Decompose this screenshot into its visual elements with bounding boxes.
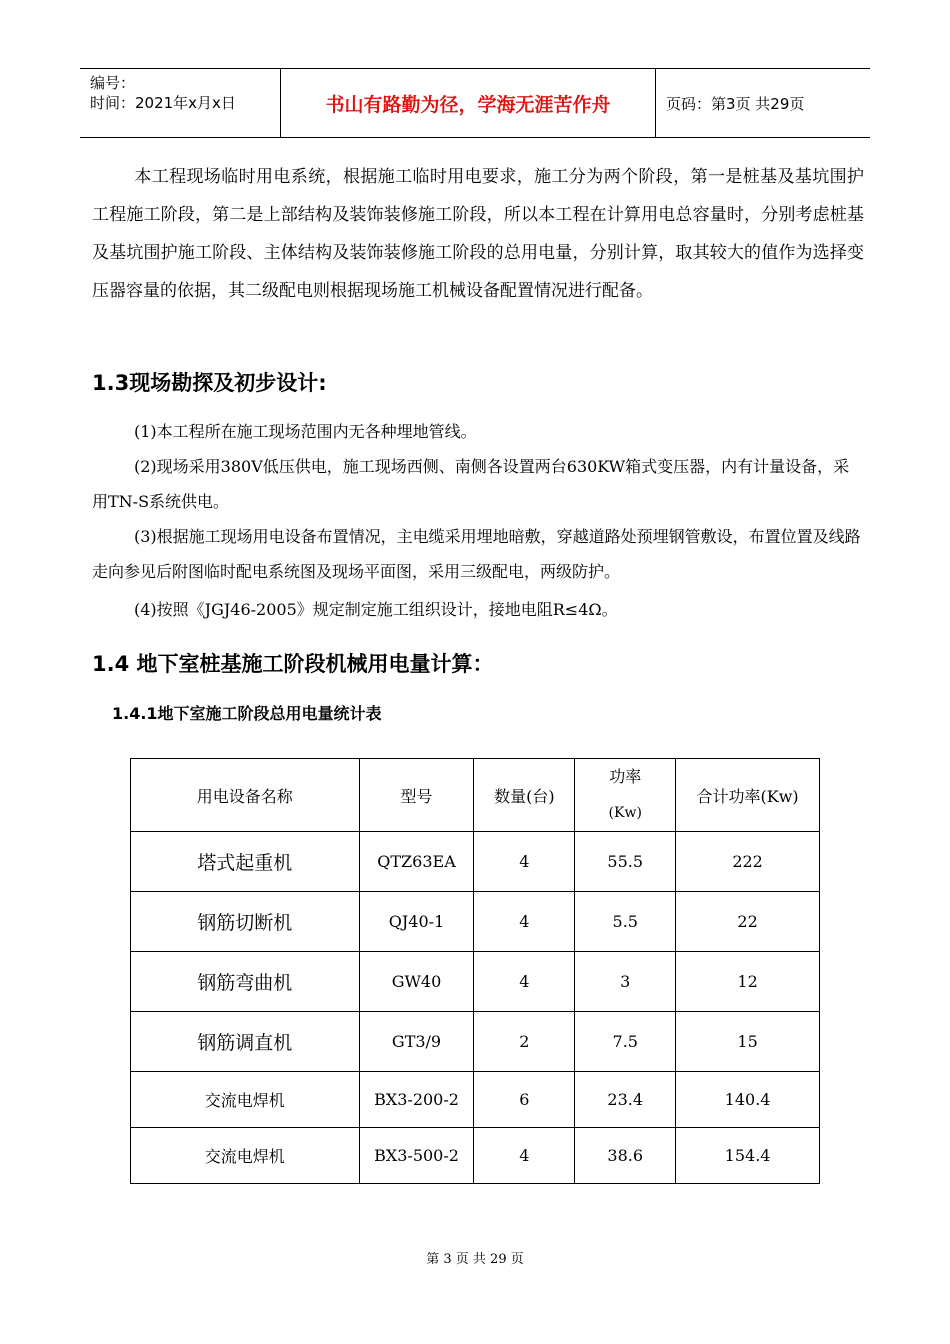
item-text: (1)本工程所在施工现场范围内无各种埋地管线。 [134,422,477,441]
table-cell: 4 [474,952,575,1012]
table-row [131,892,820,952]
header-cell: 用电设备名称 [131,759,360,832]
section-1-4-title: 1.4 地下室桩基施工阶段机械用电量计算： [92,652,494,676]
header-power: 功率 [609,767,642,786]
table-cell: 38.6 [575,1128,676,1184]
section-1-3-item [92,414,864,449]
item-text: (2)现场采用380V低压供电，施工现场西侧、南侧各设置两台630KW箱式变压器，内有计量设备，采用TN-S系统供电。 [92,457,850,511]
table-cell: 140.4 [676,1072,820,1128]
table-cell: 3 [575,952,676,1012]
table-row [131,1012,820,1072]
table-cell: 23.4 [575,1072,676,1128]
table-cell: 7.5 [575,1012,676,1072]
power-table [130,758,820,1184]
table-cell: 154.4 [676,1128,820,1184]
table-header-row [131,759,820,832]
table-row [131,1072,820,1128]
header-meta [80,69,281,137]
table-cell: QTZ63EA [359,832,474,892]
header-motto: 书山有路勤为径，学海无涯苦作舟 [281,69,656,137]
section-1-3-title: 1.3现场勘探及初步设计: [92,371,327,395]
table-cell: 4 [474,892,575,952]
item-text: (4)按照《JGJ46-2005》规定制定施工组织设计，接地电阻R≤4Ω。 [134,600,618,619]
table-cell: 12 [676,952,820,1012]
table-cell: BX3-500-2 [359,1128,474,1184]
header-number: 编号： [90,74,136,92]
table-row [131,952,820,1012]
table-row [131,1128,820,1184]
table-cell: 钢筋弯曲机 [131,952,360,1012]
table-cell: 15 [676,1012,820,1072]
table-cell: BX3-200-2 [359,1072,474,1128]
table-cell: 交流电焊机 [131,1128,360,1184]
page-header [80,68,870,138]
header-cell [575,759,676,832]
intro-paragraph [92,158,864,310]
table-cell: 222 [676,832,820,892]
table-cell: 塔式起重机 [131,832,360,892]
header-cell: 型号 [359,759,474,832]
item-text: (3)根据施工现场用电设备布置情况，主电缆采用埋地暗敷，穿越道路处预埋钢管敷设，布置位置及线路走向参见后附图临时配电系统图及现场平面图，采用三级配电，两级防护。 [92,527,861,581]
table-cell: 钢筋调直机 [131,1012,360,1072]
table-cell: 55.5 [575,832,676,892]
table-cell: GT3/9 [359,1012,474,1072]
section-1-3-item [92,519,864,589]
header-cell: 合计功率(Kw) [676,759,820,832]
table-cell: 2 [474,1012,575,1072]
table-cell: 6 [474,1072,575,1128]
header-page-info: 页码：第3页 共29页 [666,94,805,113]
section-1-3-item [92,592,864,627]
intro-text: 本工程现场临时用电系统，根据施工临时用电要求，施工分为两个阶段，第一是桩基及基坑围护工程施工阶段，第二是上部结构及装饰装修施工阶段，所以本工程在计算用电总容量时，分别考虑桩基及基坑围护施工阶段、主体结构及装饰装修施工阶段的总用电量，分别计算，取其较大的值作为选择变压器容量的依据，其二级配电则根据现场施工机械设备配置情况进行配备。 [92,167,864,301]
section-1-3-item [92,449,864,519]
header-cell: 数量(台) [474,759,575,832]
page-footer: 第 3 页 共 29 页 [426,1252,524,1267]
table-cell: 5.5 [575,892,676,952]
table-cell: 4 [474,1128,575,1184]
table-cell: 钢筋切断机 [131,892,360,952]
table-cell: GW40 [359,952,474,1012]
header-time: 时间：2021年x月x日 [90,94,236,112]
header-power-unit: (Kw) [608,805,642,821]
table-row [131,832,820,892]
table-cell: 4 [474,832,575,892]
table-cell: QJ40-1 [359,892,474,952]
section-1-4-1-title: 1.4.1地下室施工阶段总用电量统计表 [112,704,382,723]
table-cell: 交流电焊机 [131,1072,360,1128]
table-cell: 22 [676,892,820,952]
